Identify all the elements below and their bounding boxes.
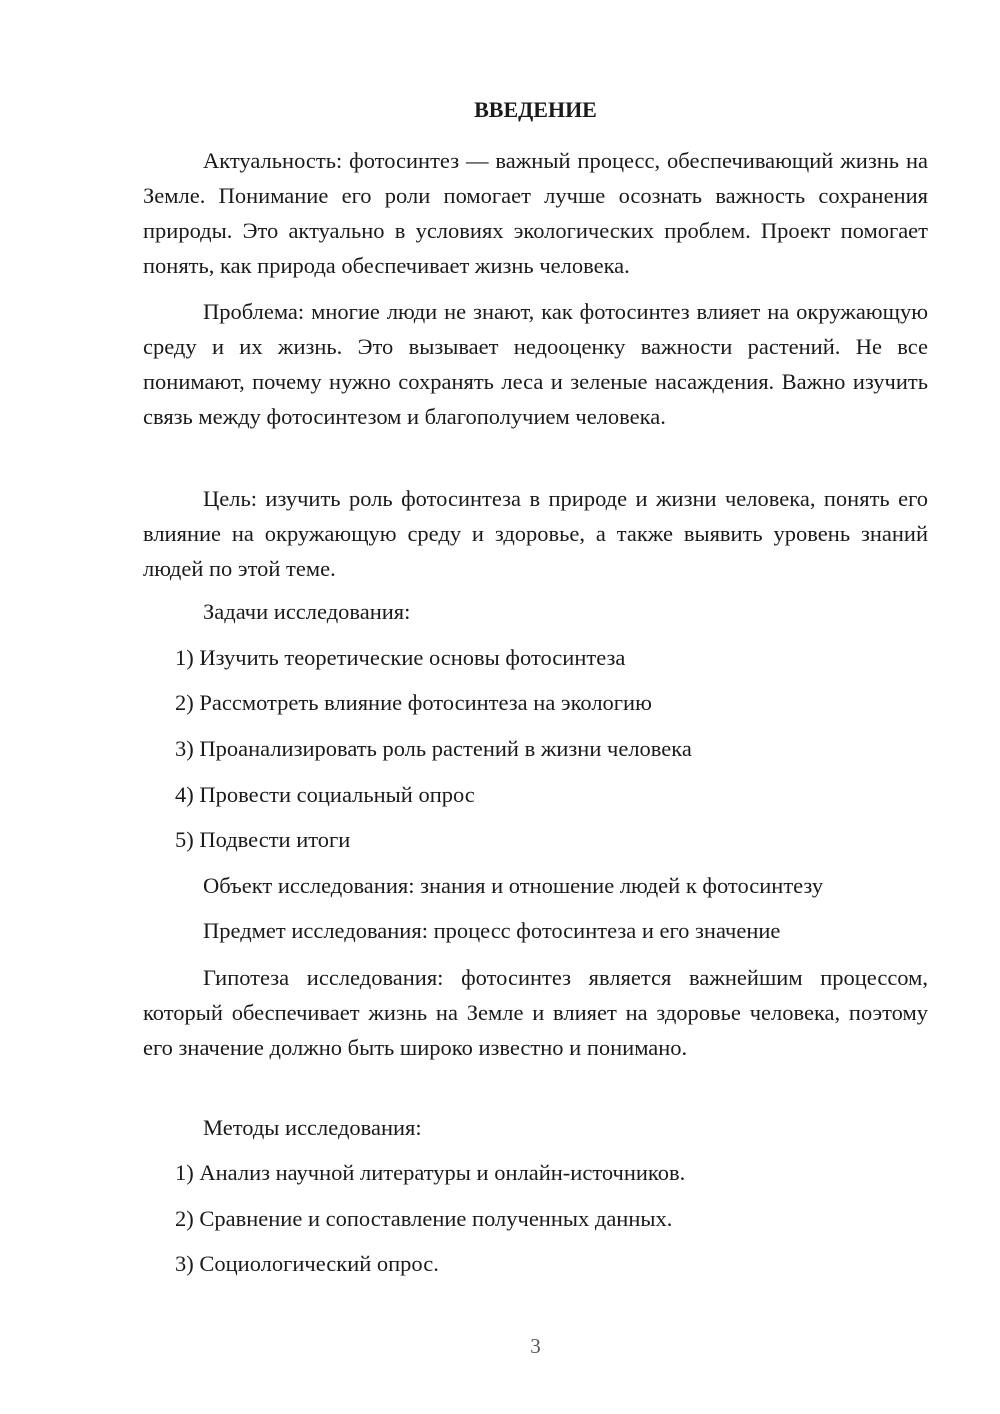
task-item: 2) Рассмотреть влияние фотосинтеза на экологию xyxy=(175,690,652,715)
tasks-title: Задачи исследования: xyxy=(203,599,411,624)
task-item: 1) Изучить теоретические основы фотосинтеза xyxy=(175,645,626,670)
problem-paragraph: Проблема: многие люди не знают, как фотосинтез влияет на окружающую среду и их жизнь. Это вызывает недооценку важности растений. Не все понимают, почему нужно сохранять леса и зеленые насаждения. Важно изучить связь между фотосинтезом и благополучием человека. xyxy=(143,299,928,429)
task-item: 5) Подвести итоги xyxy=(175,827,351,852)
task-item: 4) Провести социальный опрос xyxy=(175,782,475,807)
page-title: ВВЕДЕНИЕ xyxy=(474,97,597,122)
hypothesis-paragraph: Гипотеза исследования: фотосинтез является важнейшим процессом, который обеспечивает жизнь на Земле и влияет на здоровье человека, поэтому его значение должно быть широко известно и понимано. xyxy=(143,965,928,1060)
goal-paragraph: Цель: изучить роль фотосинтеза в природе и жизни человека, понять его влияние на окружающую среду и здоровье, а также выявить уровень знаний людей по этой теме. xyxy=(143,486,928,581)
page-number: 3 xyxy=(530,1334,541,1358)
methods-title: Методы исследования: xyxy=(203,1115,422,1140)
method-item: 2) Сравнение и сопоставление полученных данных. xyxy=(175,1206,673,1231)
relevance-paragraph: Актуальность: фотосинтез — важный процесс, обеспечивающий жизнь на Земле. Понимание его роли помогает лучше осознать важность сохранения природы. Это актуально в условиях экологических проблем. Проект помогает понять, как природа обеспечивает жизнь человека. xyxy=(143,148,928,278)
method-item: 3) Социологический опрос. xyxy=(175,1251,439,1276)
method-item: 1) Анализ научной литературы и онлайн-источников. xyxy=(175,1160,686,1185)
task-item: 3) Проанализировать роль растений в жизни человека xyxy=(175,736,692,761)
research-object: Объект исследования: знания и отношение людей к фотосинтезу xyxy=(203,873,824,898)
research-subject: Предмет исследования: процесс фотосинтеза и его значение xyxy=(203,918,781,943)
